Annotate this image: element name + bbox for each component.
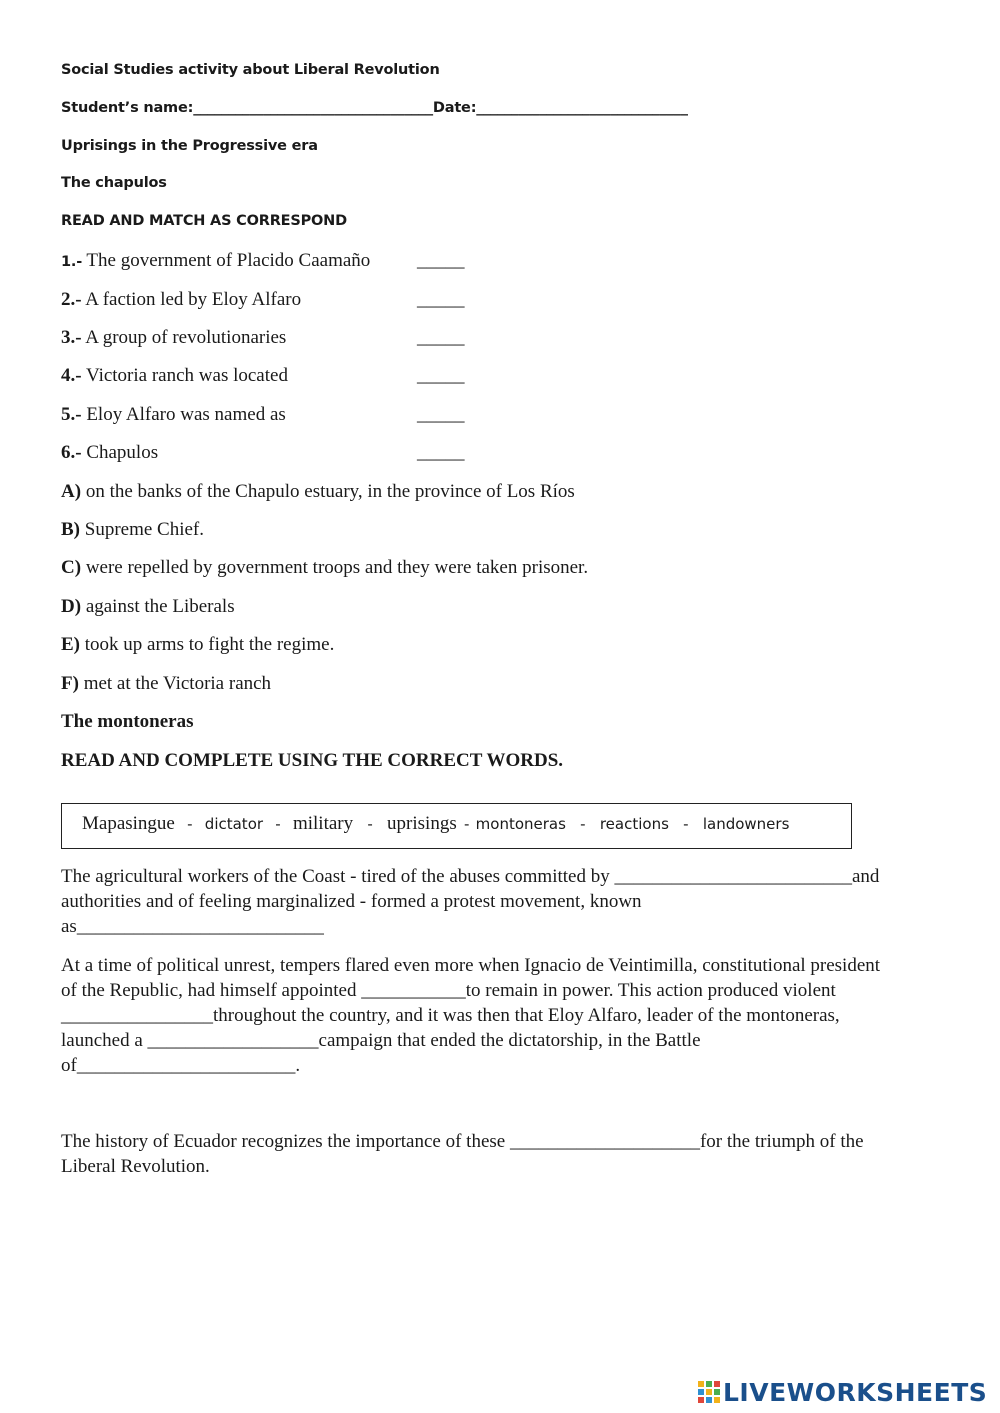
- paragraph-agricultural-workers: [61, 864, 936, 939]
- liveworksheets-logo-icon: [697, 1379, 721, 1405]
- word-bank-word: montoneras: [475, 815, 566, 833]
- match-item-2: [61, 289, 301, 311]
- option-letter: A): [61, 481, 82, 502]
- word-bank-separator: -: [187, 815, 193, 833]
- match-item-number: 5.-: [61, 404, 82, 425]
- match-item-text: Chapulos: [81, 442, 159, 463]
- match-item-text: Eloy Alfaro was named as: [81, 404, 286, 425]
- option-d: [61, 596, 235, 618]
- student-name-date-line: Student’s name:__________________________________Date:______________________________: [61, 100, 688, 116]
- match-item-number: 1.-: [61, 254, 83, 270]
- subsection-heading-chapulos: The chapulos: [61, 175, 167, 191]
- word-bank-box: [61, 803, 852, 849]
- paragraph-line: The agricultural workers of the Coast - tired of the abuses committed by _________________________and: [61, 866, 880, 887]
- paragraph-political-unrest: [61, 953, 936, 1078]
- match-item-text: The government of Placido Caamaño: [82, 250, 371, 271]
- option-f: [61, 673, 271, 695]
- option-e: [61, 634, 334, 656]
- instruction-match: READ AND MATCH AS CORRESPOND: [61, 213, 347, 229]
- option-text: Supreme Chief.: [80, 519, 205, 540]
- match-item-number: 3.-: [61, 327, 82, 348]
- paragraph-line: as__________________________: [61, 916, 324, 937]
- option-letter: E): [61, 634, 80, 655]
- match-item-number: 2.-: [61, 289, 82, 310]
- worksheet-title: Social Studies activity about Liberal Revolution: [61, 62, 440, 78]
- match-item-number: 4.-: [61, 365, 82, 386]
- option-letter: F): [61, 673, 79, 694]
- option-text: against the Liberals: [81, 596, 235, 617]
- option-b: [61, 519, 204, 541]
- option-text: were repelled by government troops and they were taken prisoner.: [81, 557, 589, 578]
- paragraph-line: authorities and of feeling marginalized - formed a protest movement, known: [61, 891, 642, 912]
- option-text: met at the Victoria ranch: [78, 673, 272, 694]
- instruction-complete: READ AND COMPLETE USING THE CORRECT WORDS.: [61, 750, 564, 771]
- word-bank-word: military: [292, 813, 354, 834]
- paragraph-line: launched a __________________campaign that ended the dictatorship, in the Battle: [61, 1030, 701, 1051]
- match-item-text: Victoria ranch was located: [81, 365, 288, 386]
- option-c: [61, 557, 588, 579]
- match-answer-blank-6[interactable]: _____: [417, 442, 465, 463]
- word-bank-separator: -: [463, 815, 470, 833]
- match-item-3: [61, 327, 286, 349]
- match-answer-blank-2[interactable]: _____: [417, 289, 465, 310]
- match-item-5: [61, 404, 286, 426]
- word-bank-word: Mapasingue: [82, 813, 175, 834]
- option-a: [61, 481, 575, 503]
- word-bank-word: landowners: [702, 815, 790, 833]
- word-bank-separator: -: [683, 815, 689, 833]
- match-item-4: [61, 365, 288, 387]
- match-item-text: A faction led by Eloy Alfaro: [81, 289, 302, 310]
- word-bank: [82, 813, 789, 835]
- match-answer-blank-1[interactable]: _____: [417, 250, 465, 271]
- liveworksheets-logo-text: LIVEWORKSHEETS: [723, 1377, 988, 1407]
- word-bank-word: dictator: [204, 815, 264, 833]
- word-bank-separator: -: [580, 815, 586, 833]
- paragraph-line: The history of Ecuador recognizes the importance of these ____________________for the triumph of the: [61, 1131, 864, 1152]
- match-answer-blank-4[interactable]: _____: [417, 365, 465, 386]
- liveworksheets-logo: [697, 1374, 987, 1410]
- paragraph-line: ________________throughout the country, and it was then that Eloy Alfaro, leader of the montoneras,: [61, 1005, 840, 1026]
- option-text: took up arms to fight the regime.: [80, 634, 335, 655]
- word-bank-word: reactions: [599, 815, 669, 833]
- match-item-6: [61, 442, 158, 464]
- option-letter: B): [61, 519, 80, 540]
- section-heading-uprisings: Uprisings in the Progressive era: [61, 138, 318, 154]
- match-answer-blank-3[interactable]: _____: [417, 327, 465, 348]
- option-text: on the banks of the Chapulo estuary, in the province of Los Ríos: [81, 481, 575, 502]
- word-bank-separator: -: [367, 815, 373, 833]
- word-bank-word: uprisings: [387, 813, 457, 834]
- section-heading-montoneras: The montoneras: [61, 711, 194, 732]
- paragraph-line: Liberal Revolution.: [61, 1156, 210, 1177]
- option-letter: D): [61, 596, 82, 617]
- paragraph-line: of_______________________.: [61, 1055, 301, 1076]
- word-bank-separator: -: [275, 815, 281, 833]
- option-letter: C): [61, 557, 82, 578]
- paragraph-line: At a time of political unrest, tempers flared even more when Ignacio de Veintimilla, constitutional president: [61, 955, 881, 976]
- paragraph-history-ecuador: [61, 1129, 936, 1179]
- match-item-number: 6.-: [61, 442, 82, 463]
- match-answer-blank-5[interactable]: _____: [417, 404, 465, 425]
- paragraph-line: of the Republic, had himself appointed ___________to remain in power. This action produced violent: [61, 980, 836, 1001]
- match-item-1: [61, 250, 370, 272]
- match-item-text: A group of revolutionaries: [81, 327, 287, 348]
